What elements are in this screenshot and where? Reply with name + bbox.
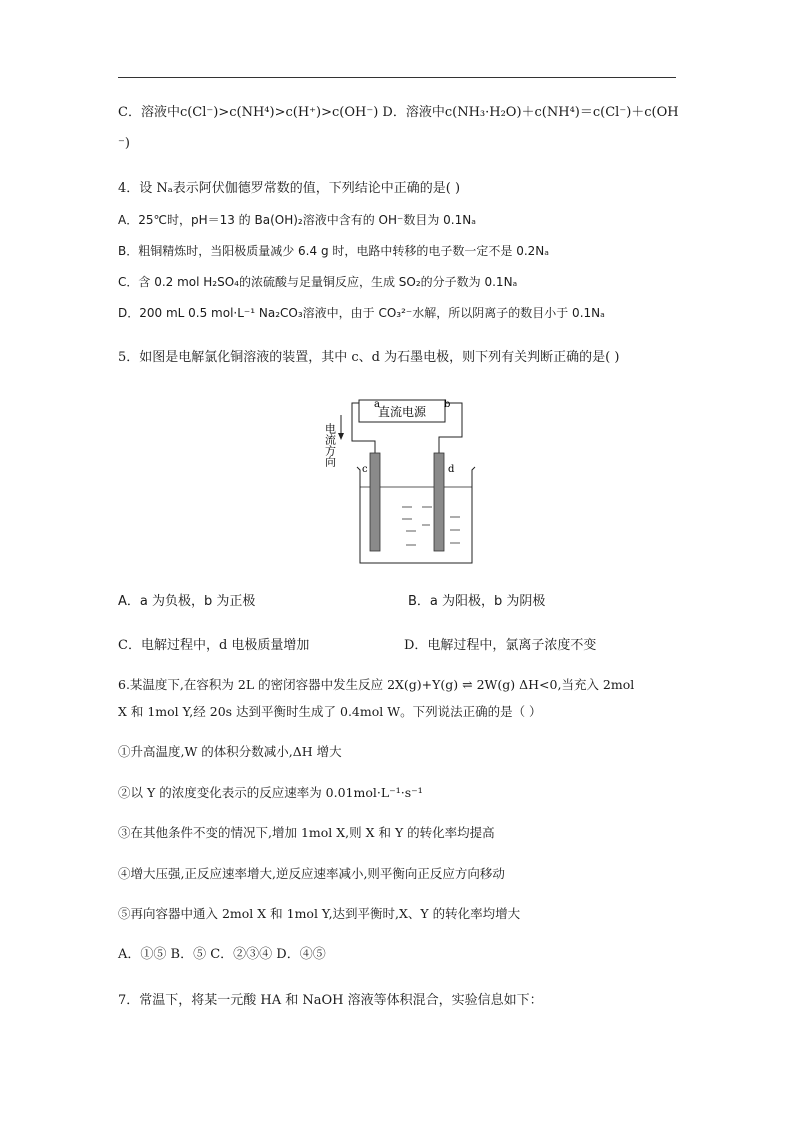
- q5-stem: 5．如图是电解氯化铜溶液的装置，其中 c、d 为石墨电极，则下列有关判断正确的是( ): [118, 350, 620, 365]
- q3-option-c: C．溶液中c(Cl⁻)>c(NH⁴)>c(H⁺)>c(OH⁻): [118, 105, 379, 120]
- q5-option-b: B．a 为阳极，b 为阴极: [408, 594, 546, 609]
- electrode-d: [434, 453, 444, 551]
- current-direction-label: 电流方向: [323, 423, 337, 467]
- terminal-a-label: a: [374, 399, 380, 410]
- q6-stem-line2: X 和 1mol Y,经 20s 达到平衡时生成了 0.4mol W。下列说法正确的是（ ）: [118, 704, 542, 719]
- q4-option-d: D．200 mL 0.5 mol·L⁻¹ Na₂CO₃溶液中，由于 CO₃²⁻水解，所以阴离子的数目小于 0.1Nₐ: [118, 306, 605, 320]
- q5-option-d: D．电解过程中，氯离子浓度不变: [404, 638, 597, 653]
- electrolysis-diagram: [322, 395, 482, 570]
- electrode-c: [370, 453, 380, 551]
- q6-statement-3: ③在其他条件不变的情况下,增加 1mol X,则 X 和 Y 的转化率均提高: [118, 825, 495, 840]
- q4-option-b: B．粗铜精炼时，当阳极质量减少 6.4 g 时，电路中转移的电子数一定不是 0.2Nₐ: [118, 244, 549, 258]
- q3-option-d: D．溶液中c(NH₃·H₂O)＋c(NH⁴)＝c(Cl⁻)＋c(OH: [382, 105, 679, 120]
- q6-statement-4: ④增大压强,正反应速率增大,逆反应速率减小,则平衡向正反应方向移动: [118, 866, 505, 881]
- q4-stem: 4．设 Nₐ表示阿伏伽德罗常数的值，下列结论中正确的是( ): [118, 181, 461, 196]
- current-arrowhead: [338, 433, 344, 440]
- q3-option-c-d: [118, 104, 679, 122]
- q6-stem-line1: 6.某温度下,在容积为 2L 的密闭容器中发生反应 2X(g)+Y(g) ⇌ 2W(g) ΔH<0,当充入 2mol: [118, 677, 635, 692]
- q5-option-a: A．a 为负极，b 为正极: [118, 594, 256, 609]
- q6-statement-1: ①升高温度,W 的体积分数减小,ΔH 增大: [118, 744, 342, 759]
- terminal-b-label: b: [444, 399, 451, 410]
- electrode-c-label: c: [362, 464, 368, 475]
- q6-statement-2: ②以 Y 的浓度变化表示的反应速率为 0.01mol·L⁻¹·s⁻¹: [118, 785, 423, 800]
- liquid-dashes: [370, 507, 460, 545]
- header-rule: [118, 77, 676, 78]
- power-supply-label: 直流电源: [377, 405, 427, 419]
- q5-option-c: C．电解过程中，d 电极质量增加: [118, 638, 310, 653]
- q3-option-d-continued: ⁻): [118, 136, 130, 151]
- electrolysis-svg: [322, 395, 482, 570]
- q6-statement-5: ⑤再向容器中通入 2mol X 和 1mol Y,达到平衡时,X、Y 的转化率均增大: [118, 906, 521, 921]
- q4-option-c: C．含 0.2 mol H₂SO₄的浓硫酸与足量铜反应，生成 SO₂的分子数为 0.1Nₐ: [118, 275, 518, 289]
- q6-options: A．①⑤ B．⑤ C．②③④ D．④⑤: [118, 947, 326, 962]
- q7-stem: 7．常温下，将某一元酸 HA 和 NaOH 溶液等体积混合，实验信息如下：: [118, 993, 543, 1008]
- q4-option-a: A．25℃时，pH＝13 的 Ba(OH)₂溶液中含有的 OH⁻数目为 0.1Nₐ: [118, 213, 476, 227]
- electrode-d-label: d: [448, 464, 455, 475]
